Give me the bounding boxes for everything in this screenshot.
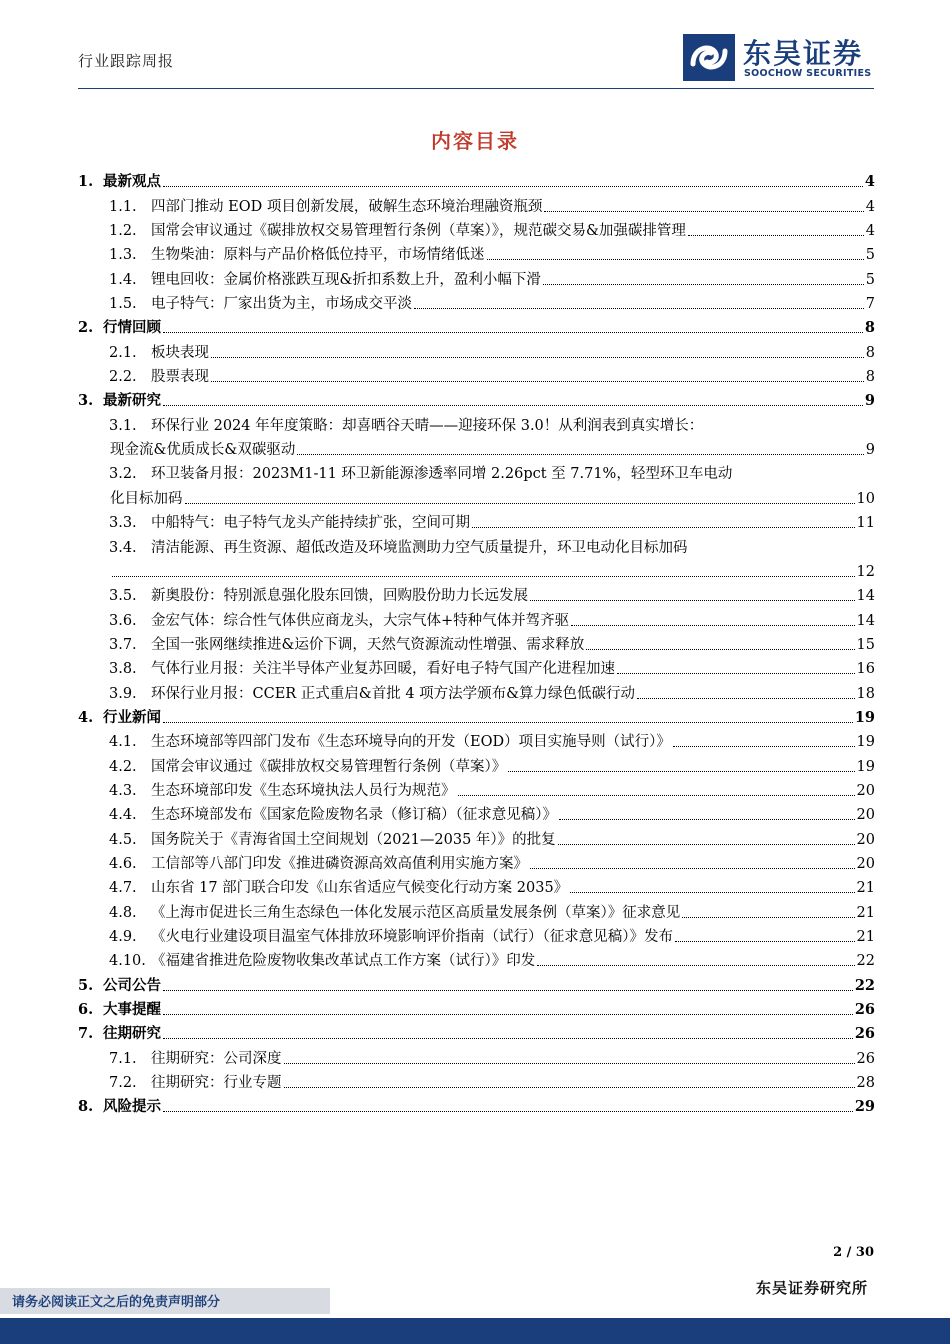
toc-text: 中船特气：电子特气龙头产能持续扩张，空间可期 [151,515,470,532]
toc-leader [163,405,863,406]
toc-leader [163,990,853,991]
toc-page: 16 [856,661,875,678]
toc-subsection[interactable] [78,1044,875,1068]
page-number: 2 / 30 [833,1245,874,1260]
brand-logo [683,34,883,84]
toc-text: 《上海市促进长三角生态绿色一体化发展示范区高质量发展条例（草案）》征求意见 [151,904,681,921]
footer-bar [0,1318,950,1344]
toc-text: 板块表现 [151,344,209,361]
toc-page: 29 [854,1098,875,1116]
toc-text: 生态环境部等四部门发布《生态环境导向的开发（EOD）项目实施导则（试行）》 [151,734,671,751]
toc-leader [673,746,855,747]
toc-leader [688,235,864,236]
toc-page: 26 [854,1001,875,1019]
toc-page: 5 [865,271,875,288]
toc-page: 8 [865,344,875,361]
toc-number: 1.3. [109,247,137,264]
toc-text: 四部门推动 EOD 项目创新发展，破解生态环境治理融资瓶颈 [151,198,543,215]
toc-text: 往期研究：公司深度 [151,1050,282,1067]
toc-leader [472,527,855,528]
toc-text: 往期研究 [103,1025,161,1043]
toc-page: 19 [856,734,875,751]
soochow-logo-icon [683,34,735,81]
toc-text: 锂电回收：金属价格涨跌互现&折扣系数上升，盈利小幅下滑 [151,271,541,288]
toc-text: 环卫装备月报：2023M1-11 环卫新能源渗透率同增 2.26pct 至 7.71%，轻型环卫车电动 [151,466,733,483]
toc-number: 4.6. [109,855,137,872]
toc-text: 国常会审议通过《碳排放权交易管理暂行条例（草案）》，规范碳交易&加强碳排管理 [151,223,686,240]
toc-section[interactable] [78,971,875,995]
toc-leader [211,357,864,358]
toc-number: 2.1. [109,344,137,361]
toc-page: 8 [865,369,875,386]
toc-leader [284,1063,855,1064]
toc-number: 3.7. [109,636,137,653]
toc-leader [163,1111,853,1112]
toc-leader [487,259,864,260]
toc-number: 4.2. [109,758,137,775]
toc-number: 3.8. [109,661,137,678]
toc-page: 11 [856,515,875,532]
toc-number: 3.9. [109,685,137,702]
toc-leader [543,284,864,285]
toc-leader [586,649,854,650]
toc-text: 行业新闻 [103,708,161,726]
toc-number: 3. [78,392,94,410]
toc-subsection[interactable] [78,582,875,606]
toc-number: 8. [78,1098,94,1116]
toc-subsection[interactable] [78,509,875,533]
toc-leader [163,722,853,723]
toc-number: 1.5. [109,296,137,313]
toc-section[interactable] [78,314,875,338]
toc-leader [414,308,864,309]
toc-text: 电子特气：厂家出货为主，市场成交平淡 [151,296,412,313]
toc-leader [571,625,854,626]
disclaimer-notice: 请务必阅读正文之后的免责声明部分 [12,1295,221,1310]
toc-page: 21 [856,929,875,945]
toc-leader [537,965,854,966]
toc-number: 4.9. [109,929,137,945]
toc-subsection[interactable] [78,923,875,947]
toc-subsection[interactable] [78,898,875,922]
toc-subsection[interactable] [78,679,875,703]
toc-section[interactable] [78,387,875,411]
toc-text: 清洁能源、再生资源、超低改造及环境监测助力空气质量提升，环卫电动化目标加码 [151,539,688,556]
toc-section[interactable] [78,1093,875,1117]
toc-number: 3.6. [109,612,137,629]
toc-number: 2.2. [109,369,137,386]
toc-text: 风险提示 [103,1098,161,1116]
toc-page: 19 [854,708,875,726]
toc-text: 工信部等八部门印发《推进磷资源高效高值利用实施方案》 [151,855,528,872]
toc-leader [185,503,855,504]
toc-text: 最新观点 [103,173,161,191]
toc-subsection[interactable] [78,241,875,265]
toc-leader [637,698,854,699]
toc-page: 20 [856,831,875,848]
toc-leader [682,917,854,918]
toc-number: 7.2. [109,1075,137,1092]
toc-text: 股票表现 [151,369,209,386]
toc-leader [458,795,855,796]
toc-page: 5 [865,247,875,264]
toc-text: 环保行业 2024 年年度策略：却喜晒谷天晴——迎接环保 3.0！从利润表到真实增长： [151,417,704,434]
toc-text: 《火电行业建设项目温室气体排放环境影响评价指南（试行）（征求意见稿）》发布 [151,929,673,945]
toc-page: 20 [856,807,875,824]
toc-subsection[interactable] [78,777,875,801]
toc-page: 18 [856,685,875,702]
toc-number: 7. [78,1025,94,1043]
toc-subsection[interactable] [78,363,875,387]
toc-page: 26 [854,1025,875,1043]
toc-text: 生物柴油：原料与产品价格低位持平，市场情绪低迷 [151,247,485,264]
toc-section[interactable] [78,1020,875,1044]
toc-subsection[interactable] [78,338,875,362]
toc-subsection[interactable] [78,728,875,752]
toc-text: 新奥股份：特别派息强化股东回馈，回购股份助力长远发展 [151,588,528,605]
toc-subsection[interactable] [78,825,875,849]
toc-text: 国常会审议通过《碳排放权交易管理暂行条例（草案）》 [151,758,507,775]
toc-number: 1. [78,173,94,191]
toc-section[interactable] [78,996,875,1020]
toc-text: 全国一张网继续推进&运价下调，天然气资源流动性增强、需求释放 [151,636,585,653]
toc-page: 10 [856,490,875,507]
footer [0,1279,950,1344]
logo-english-name: SOOCHOW SECURITIES [744,68,872,79]
header-divider [78,88,874,89]
toc-title: 内容目录 [431,129,519,153]
toc-subsection[interactable] [78,752,875,776]
toc-subsection[interactable] [78,192,875,216]
toc-subsection[interactable] [78,655,875,679]
toc-leader [163,332,863,333]
toc-number: 1.4. [109,271,137,288]
toc-number: 3.5. [109,588,137,605]
toc-number: 2. [78,319,94,337]
toc-number: 6. [78,1001,94,1019]
toc-leader [163,1038,853,1039]
toc-text: 国务院关于《青海省国土空间规划（2021—2035 年）》的批复 [151,831,556,848]
toc-subsection[interactable] [78,631,875,655]
toc-number: 1.1. [109,198,137,215]
toc-subsection[interactable] [78,947,875,971]
toc-text-continued: 化目标加码 [110,490,183,507]
toc-page: 20 [856,855,875,872]
toc-leader [163,186,863,187]
toc-page: 9 [864,392,875,410]
toc-subsection[interactable] [78,290,875,314]
toc-number: 7.1. [109,1050,137,1067]
toc-number: 5. [78,976,94,994]
toc-section[interactable] [78,168,875,192]
toc-page: 21 [856,880,875,897]
toc-text: 生态环境部发布《国家危险废物名录（修订稿）（征求意见稿）》 [151,807,557,824]
toc-page: 14 [856,612,875,629]
toc-number: 4.5. [109,831,137,848]
toc-page: 26 [856,1050,875,1067]
toc-leader [558,844,855,845]
toc-leader [617,673,855,674]
toc-page: 12 [856,563,875,580]
toc-subsection[interactable] [78,265,875,289]
toc-page: 4 [864,173,875,191]
toc-number: 4.10. [109,953,146,970]
toc-leader [544,211,863,212]
toc-page: 19 [856,758,875,775]
toc-subsection[interactable] [78,850,875,874]
toc-leader [559,819,855,820]
toc-text: 大事提醒 [103,1001,161,1019]
toc-subsection[interactable] [78,1069,875,1093]
toc-text: 公司公告 [103,976,161,994]
toc-leader [112,576,855,577]
toc-page: 7 [865,296,875,313]
table-of-contents [78,168,875,1117]
toc-text-continued: 现金流&优质成长&双碳驱动 [110,442,296,459]
toc-page: 20 [856,782,875,799]
toc-leader [284,1087,855,1088]
toc-number: 1.2. [109,223,137,240]
toc-section[interactable] [78,704,875,728]
toc-text: 气体行业月报：关注半导体产业复苏回暖，看好电子特气国产化进程加速 [151,661,615,678]
toc-leader [530,868,855,869]
toc-leader [508,771,854,772]
toc-leader [163,1014,853,1015]
toc-number: 4.1. [109,734,137,751]
toc-number: 3.1. [109,417,137,434]
toc-text: 山东省 17 部门联合印发《山东省适应气候变化行动方案 2035》 [151,880,569,897]
toc-leader [297,454,863,455]
toc-number: 4.8. [109,904,137,921]
toc-subsection[interactable] [78,533,875,582]
toc-page: 28 [856,1075,875,1092]
toc-leader [675,941,855,942]
toc-text: 生态环境部印发《生态环境执法人员行为规范》 [151,782,456,799]
toc-page: 21 [856,904,875,921]
toc-subsection[interactable] [78,606,875,630]
toc-leader [530,600,855,601]
toc-text: 最新研究 [103,392,161,410]
toc-text: 金宏气体：综合性气体供应商龙头，大宗气体+特种气体并驾齐驱 [151,612,570,629]
toc-number: 4.7. [109,880,137,897]
toc-leader [570,892,854,893]
toc-page: 22 [856,953,875,970]
toc-page: 14 [856,588,875,605]
toc-subsection[interactable] [78,874,875,898]
toc-leader [211,381,864,382]
toc-page: 22 [854,976,875,994]
toc-subsection[interactable] [78,217,875,241]
toc-subsection[interactable] [78,411,875,460]
toc-page: 4 [865,198,875,215]
toc-text: 《福建省推进危险废物收集改革试点工作方案（试行）》印发 [151,953,536,970]
toc-page: 15 [856,636,875,653]
toc-number: 3.3. [109,515,137,532]
logo-name: 东吴证券 [743,37,864,70]
toc-text: 行情回顾 [103,319,161,337]
toc-page: 8 [864,319,875,337]
report-type-label: 行业跟踪周报 [78,52,175,70]
institute-name: 东吴证券研究所 [755,1279,868,1297]
toc-number: 4.3. [109,782,137,799]
toc-number: 3.2. [109,466,137,483]
toc-number: 4. [78,708,94,726]
toc-number: 4.4. [109,807,137,824]
toc-subsection[interactable] [78,801,875,825]
toc-text: 环保行业月报：CCER 正式重启&首批 4 项方法学颁布&算力绿色低碳行动 [151,685,636,702]
toc-text: 往期研究：行业专题 [151,1075,282,1092]
toc-page: 4 [865,223,875,240]
toc-subsection[interactable] [78,460,875,509]
toc-page: 9 [865,442,875,459]
toc-number: 3.4. [109,539,137,556]
